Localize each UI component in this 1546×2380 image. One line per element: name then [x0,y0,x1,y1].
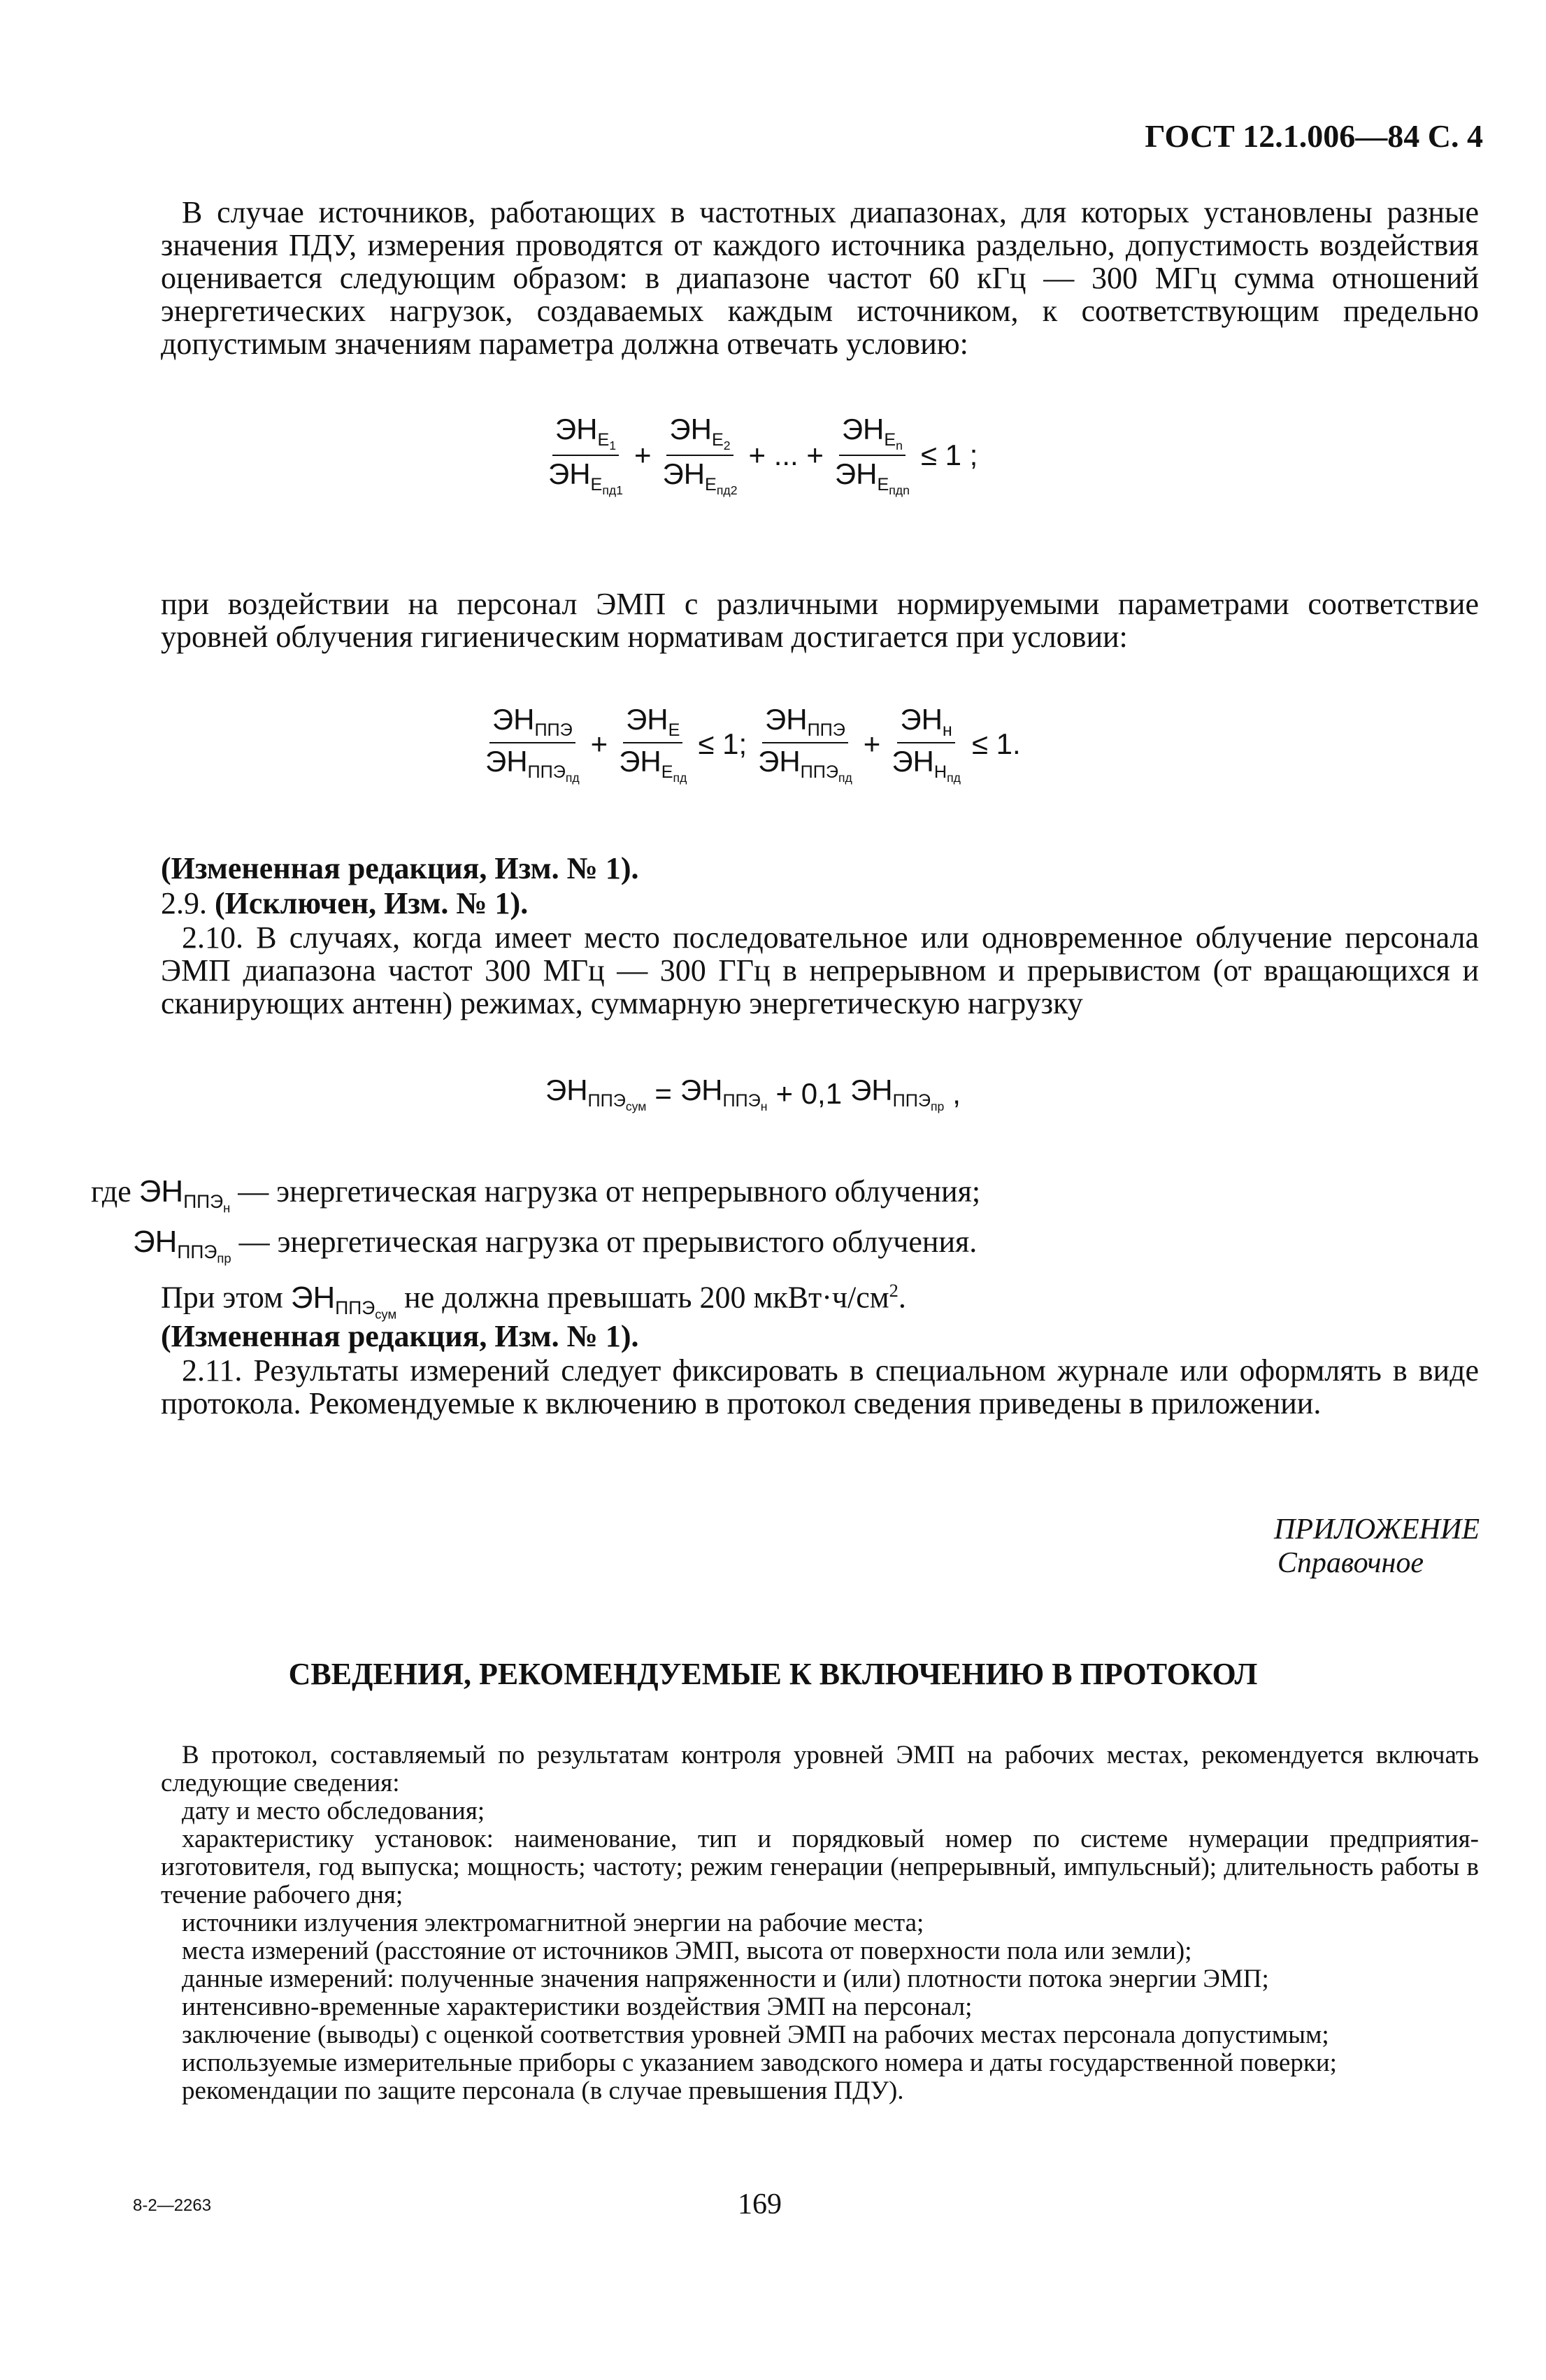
list-item: используемые измерительные приборы с указанием заводского номера и даты государственной поверки; [182,2048,1337,2077]
paragraph-different-parameters: при воздействии на персонал ЭМП с различными нормируемыми параметрами соответствие уровней облучения гигиеническим нормативам достигается при условии: [161,587,1479,654]
list-item: места измерений (расстояние от источников ЭМП, высота от поверхности пола или земли); [182,1937,1192,1965]
appendix-subtitle: Справочное [1277,1547,1424,1579]
list-item: заключение (выводы) с оценкой соответствия уровней ЭМП на рабочих местах персонала допустимым; [182,2021,1329,2049]
appendix-label [1274,1513,1480,1580]
fraction-1: $\frac{ЭН_{E_1}}{ЭН_{E_{пд1}}}$ [548,413,623,497]
fraction-ppe: $\frac{ЭН_{ППЭ}}{ЭН_{ППЭ_{пд}}}$ [485,703,580,785]
section-2-9: 2.9. (Исключен, Изм. № 1). [161,886,529,920]
fraction-n: $\frac{ЭН_{E_n}}{ЭН_{E_{пдn}}}$ [834,413,910,497]
appendix-title: ПРИЛОЖЕНИЕ [1274,1513,1480,1546]
protocol-content [161,1741,1479,2105]
section-heading: СВЕДЕНИЯ, РЕКОМЕНДУЕМЫЕ К ВКЛЮЧЕНИЮ В ПРОТОКОЛ [288,1657,1258,1691]
list-item: рекомендации по защите персонала (в случае превышения ПДУ). [182,2076,904,2105]
definition-continuous: где $ЭН_{ППЭ_н}$ — энергетическая нагрузка от непрерывного облучения; [91,1174,981,1216]
formula-combined-exposure: $\frac{ЭН_{ППЭ}}{ЭН_{ППЭ_{пд}}}$ + $\frac{ЭН_E}{ЭН_{E_{пд}}}$ ≤ 1; $\frac{ЭН_{ППЭ}}{ЭН_{ППЭ_{пд}}}$ + $\frac{ЭН_н}{ЭН_{Н_{пд}}}$ ≤ 1. [482,703,1021,785]
list-item: источники излучения электромагнитной энергии на рабочие места; [182,1909,924,1937]
section-2-10: 2.10. В случаях, когда имеет место последовательное или одновременное облучение персонала ЭМП диапазона частот 300 МГц — 300 ГГц в непрерывном и прерывистом (от вращающихся и сканирующих антенн) режимах, суммарную энергетическую нагрузку [161,920,1479,1020]
list-item: данные измерений: полученные значения напряженности и (или) плотности потока энергии ЭМП; [182,1965,1269,1993]
page-number: 169 [738,2188,782,2221]
amendment-note-2: (Измененная редакция, Изм. № 1). [161,1319,639,1353]
list-item: дату и место обследования; [182,1797,485,1825]
formula-total-load: $ЭН_{ППЭ_{сум}}$ = $ЭН_{ППЭ_н}$ + 0,1 $ЭН_{ППЭ_{пр}}$ , [545,1074,961,1113]
document-header: ГОСТ 12.1.006—84 С. 4 [1145,118,1483,154]
fraction-e: $\frac{ЭН_E}{ЭН_{E_{пд}}}$ [619,703,687,785]
list-item: интенсивно-временные характеристики воздействия ЭМП на персонал; [182,1993,973,2021]
list-item: характеристику установок: наименование, тип и порядковый номер по системе нумерации предприятия-изготовителя, год выпуска; мощность; частоту; режим генерации (непрерывный, импульсный); длительность работы в течение рабочего дня; [161,1825,1479,1909]
intro-paragraph: В случае источников, работающих в частотных диапазонах, для которых установлены разные значения ПДУ, измерения проводятся от каждого источника раздельно, допустимость воздействия оценивается следующим образом: в диапазоне частот 60 кГц — 300 МГц сумма отношений энергетических нагрузок, создаваемых каждым источником, к соответствующим предельно допустимым значениям параметра должна отвечать условию: [161,195,1479,361]
definition-intermittent: $ЭН_{ППЭ_{пр}}$ — энергетическая нагрузка от прерывистого облучения. [133,1225,978,1266]
fraction-h: $\frac{ЭН_н}{ЭН_{Н_{пд}}}$ [892,703,961,785]
amendment-note-1: (Измененная редакция, Изм. № 1). [161,851,639,885]
fraction-ppe-2: $\frac{ЭН_{ППЭ}}{ЭН_{ППЭ_{пд}}}$ [758,703,852,785]
section-2-11: 2.11. Результаты измерений следует фиксировать в специальном журнале или оформлять в виде протокола. Рекомендуемые к включению в протокол сведения приведены в приложении. [161,1353,1479,1420]
print-code: 8-2—2263 [133,2196,212,2215]
protocol-intro: В протокол, составляемый по результатам контроля уровней ЭМП на рабочих местах, рекомендуется включать следующие сведения: [161,1741,1479,1797]
formula-energy-load-sum: $\frac{ЭН_{E_1}}{ЭН_{E_{пд1}}}$ + $\frac{ЭН_{E_2}}{ЭН_{E_{пд2}}}$ + ... + $\frac{ЭН_{E_n}}{ЭН_{E_{пдn}}}$ ≤ 1 ; [545,413,978,498]
limit-statement: При этом $ЭН_{ППЭ_{сум}}$ не должна превышать 200 $мкВт\cdot ч/см^2$. [161,1280,906,1322]
fraction-2: $\frac{ЭН_{E_2}}{ЭН_{E_{пд2}}}$ [662,413,738,497]
